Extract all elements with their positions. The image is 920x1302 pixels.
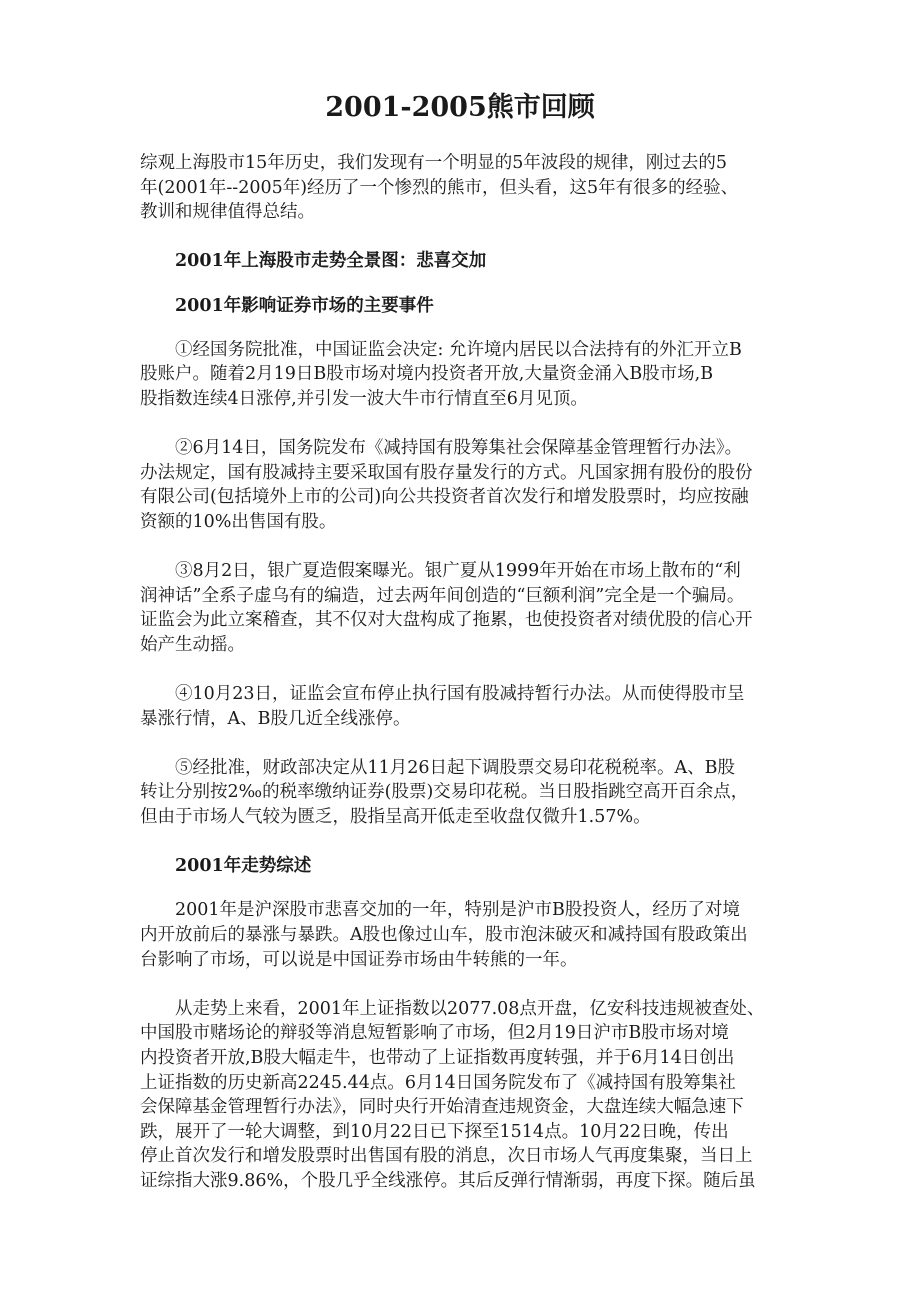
text-line: 润神话”全系子虚乌有的编造，过去两年间创造的“巨额利润”完全是一个骗局。 <box>140 585 745 606</box>
text-line: ①经国务院批准，中国证监会决定: 允许境内居民以合法持有的外汇开立B <box>175 339 742 360</box>
text-line: 上证指数的历史新高2245.44点。6月14日国务院发布了《减持国有股筹集社 <box>140 1072 736 1093</box>
text-line: ⑤经批准，财政部决定从11月26日起下调股票交易印花税税率。A、B股 <box>175 757 736 778</box>
document-body <box>140 151 800 1218</box>
text-line: 跌，展开了一轮大调整，到10月22日已下探至1514点。10月22日晚，传出 <box>140 1121 729 1142</box>
summary-paragraph <box>140 997 800 1194</box>
text-line: 教训和规律值得总结。 <box>140 202 315 223</box>
document-title: 2001-2005熊市回顾 <box>325 92 595 123</box>
text-line: ③8月2日，银广夏造假案曝光。银广夏从1999年开始在市场上散布的“利 <box>175 561 741 582</box>
event-paragraph <box>140 682 800 731</box>
text-line: 2001年是沪深股市悲喜交加的一年，特别是沪市B股投资人，经历了对境 <box>175 900 740 921</box>
section-heading: 2001年上海股市走势全景图：悲喜交加 <box>175 251 487 272</box>
text-line: ②6月14日，国务院发布《减持国有股筹集社会保障基金管理暂行办法》。 <box>175 438 743 459</box>
text-line: 转让分别按2‰的税率缴纳证券(股票)交易印花税。当日股指跳空高开百余点， <box>140 782 749 803</box>
text-line: 暴涨行情，A、B股几近全线涨停。 <box>140 708 411 729</box>
text-line: 办法规定，国有股减持主要采取国有股存量发行的方式。凡国家拥有股份的股份 <box>140 462 753 483</box>
text-line: 始产生动摇。 <box>140 634 245 655</box>
text-line: 证综指大涨9.86%，个股几乎全线涨停。其后反弹行情渐弱，再度下探。随后虽 <box>140 1170 756 1191</box>
section-heading: 2001年走势综述 <box>175 856 312 877</box>
text-line: 中国股市赌场论的辩驳等消息短暂影响了市场，但2月19日沪市B股市场对境 <box>140 1023 729 1044</box>
text-line: 内投资者开放,B股大幅走牛，也带动了上证指数再度转强，并于6月14日创出 <box>140 1047 735 1068</box>
text-line: 年(2001年--2005年)经历了一个惨烈的熊市，但头看，这5年有很多的经验、 <box>140 177 739 198</box>
text-line: 台影响了市场，可以说是中国证券市场由牛转熊的一年。 <box>140 949 578 970</box>
text-line: ④10月23日，证监会宣布停止执行国有股减持暂行办法。从而使得股市呈 <box>175 684 745 705</box>
text-line: 从走势上来看，2001年上证指数以2077.08点开盘，亿安科技违规被查处、 <box>175 998 765 1019</box>
text-line: 股指数连续4日涨停,并引发一波大牛市行情直至6月见顶。 <box>140 388 588 409</box>
text-line: 证监会为此立案稽查，其不仅对大盘构成了拖累，也使投资者对绩优股的信心开 <box>140 610 753 631</box>
text-line: 会保障基金管理暂行办法》，同时央行开始清查违规资金，大盘连续大幅急速下 <box>140 1097 744 1118</box>
text-line: 综观上海股市15年历史，我们发现有一个明显的5年波段的规律，刚过去的5 <box>140 153 728 173</box>
text-line: 有限公司(包括境外上市的公司)向公共投资者首次发行和增发股票时，均应按融 <box>140 487 749 508</box>
text-line: 资额的10%出售国有股。 <box>140 511 337 532</box>
text-line: 停止首次发行和增发股票时出售国有股的消息，次日市场人气再度集聚，当日上 <box>140 1146 753 1167</box>
text-line: 股账户。随着2月19日B股市场对境内投资者开放,大量资金涌入B股市场,B <box>140 364 714 385</box>
summary-paragraph <box>140 898 800 972</box>
section-heading: 2001年影响证券市场的主要事件 <box>175 295 434 316</box>
text-line: 内开放前后的暴涨与暴跌。A股也像过山车，股市泡沫破灭和减持国有股政策出 <box>140 925 748 945</box>
event-paragraph <box>140 559 800 657</box>
text-line: 但由于市场人气较为匮乏，股指呈高开低走至收盘仅微升1.57%。 <box>140 807 651 828</box>
event-paragraph <box>140 756 800 830</box>
event-paragraph <box>140 338 800 412</box>
event-paragraph <box>140 436 800 534</box>
intro-paragraph <box>140 151 800 225</box>
